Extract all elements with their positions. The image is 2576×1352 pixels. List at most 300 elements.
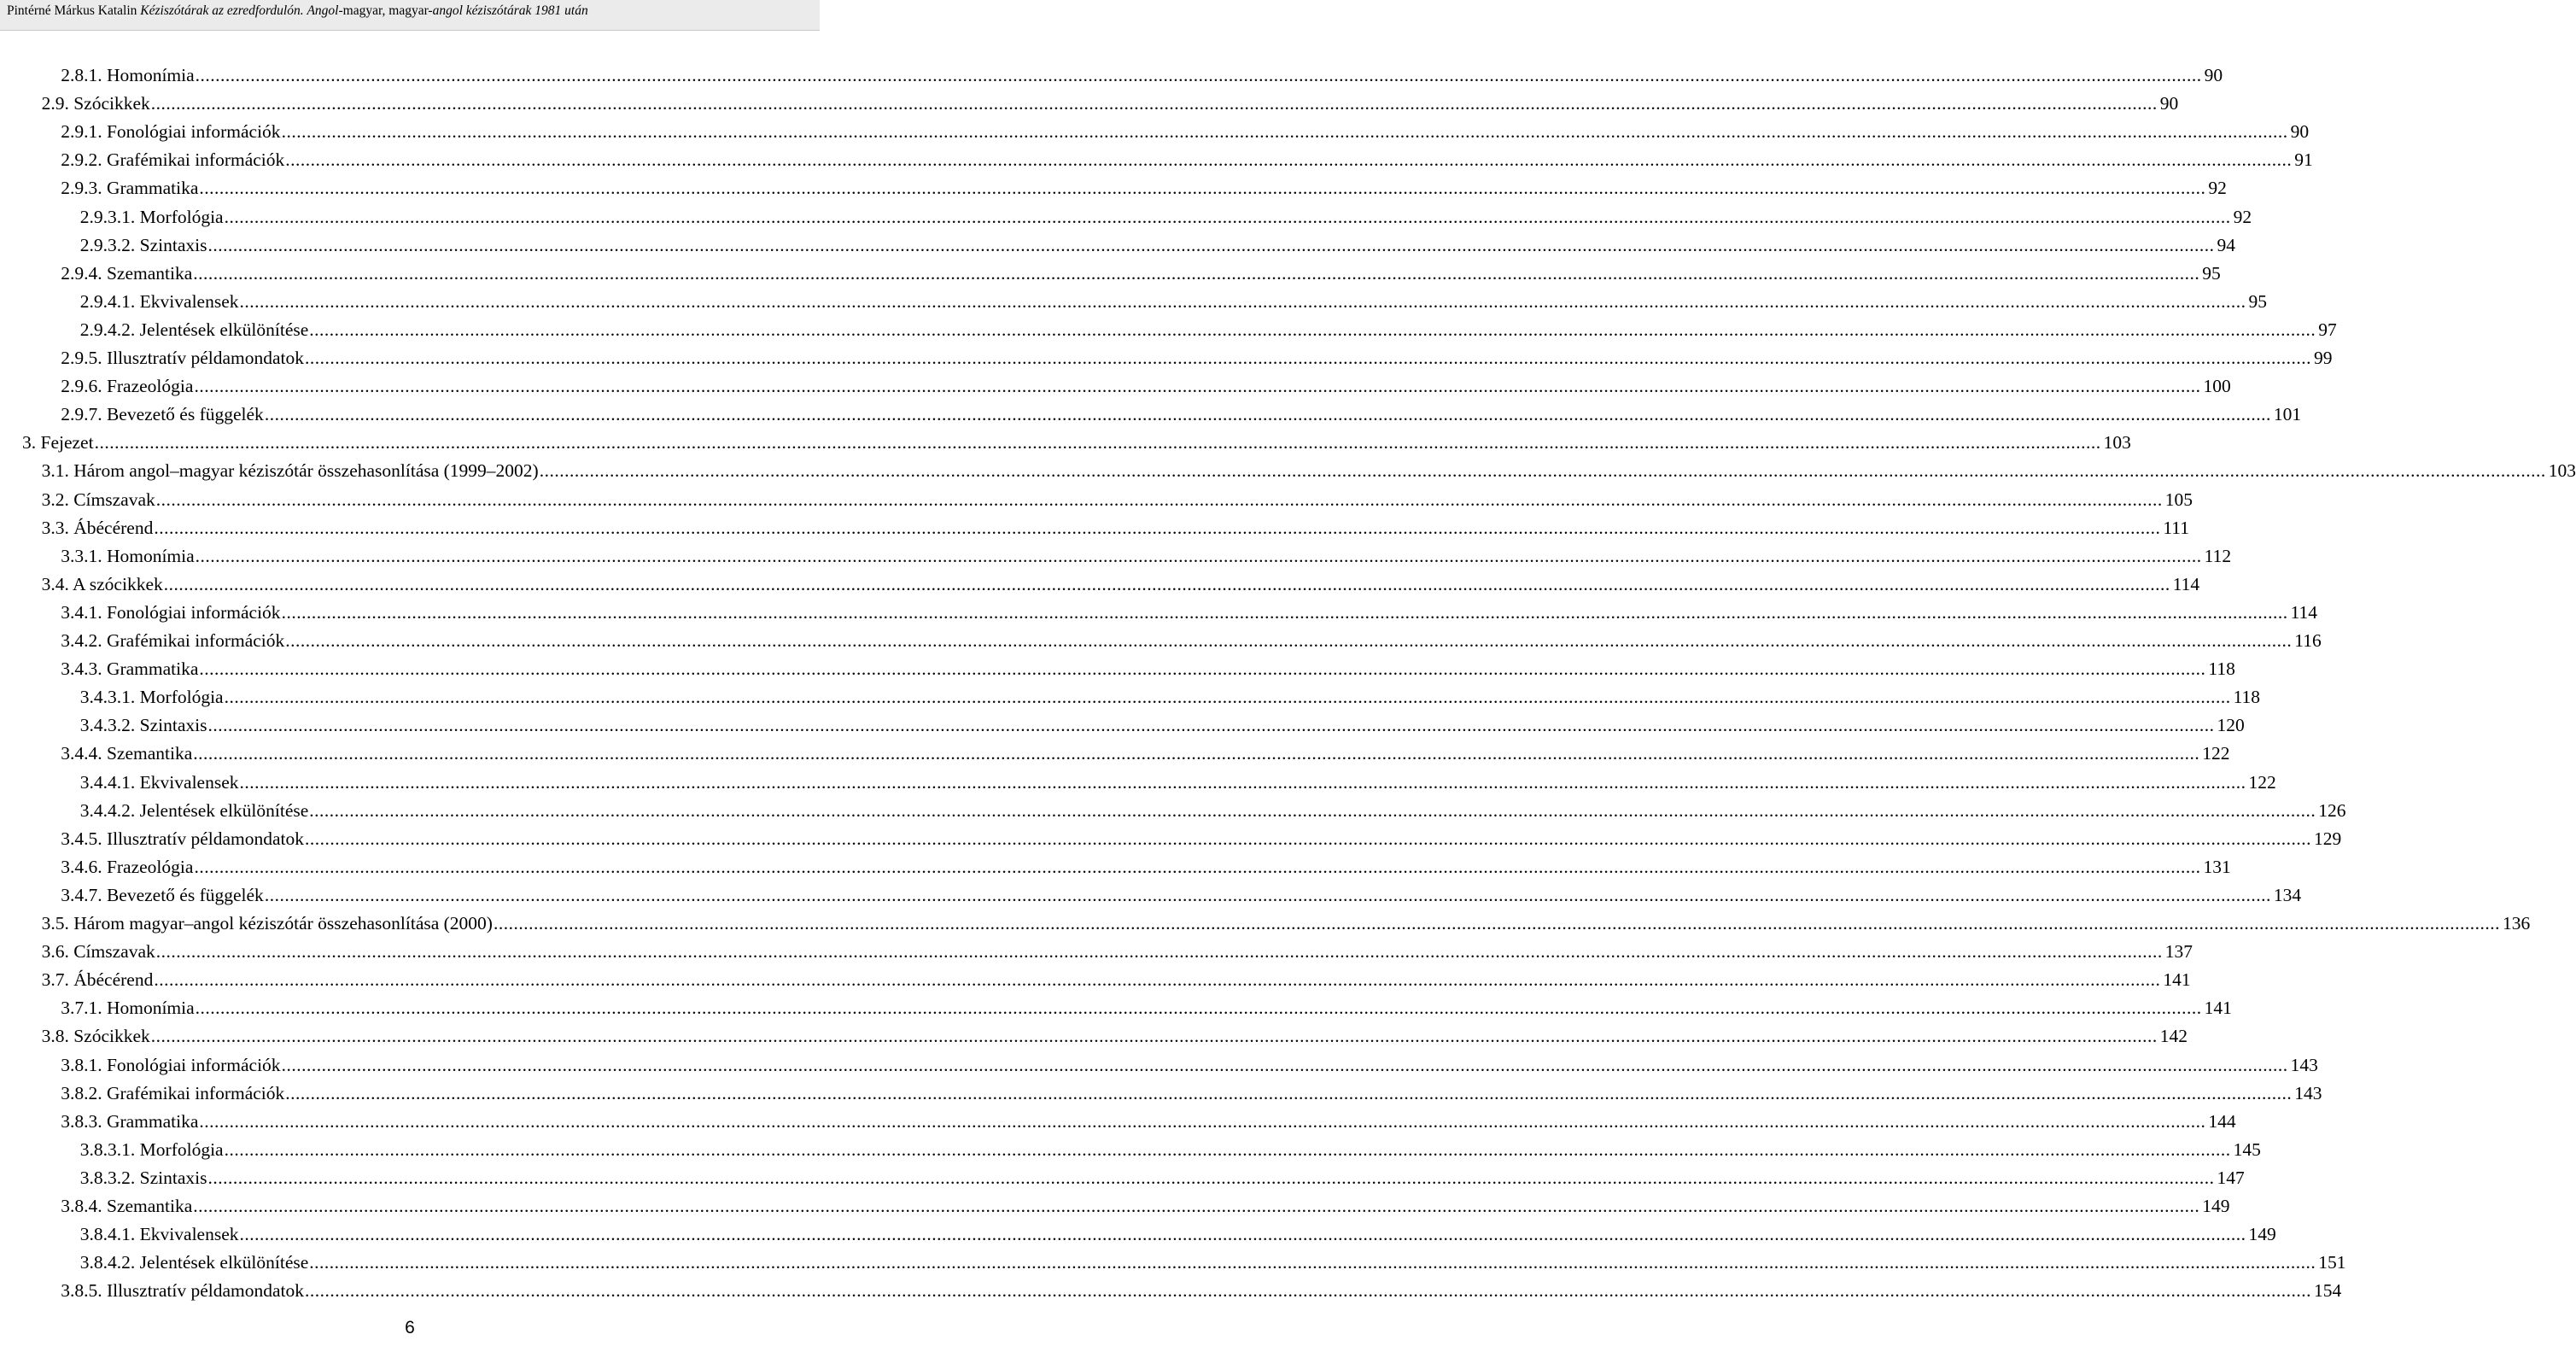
toc-dot-leader: ................................................................................................................................................................................................................................................................................................................................................................................................................ [194,856,2201,877]
toc-entry-page: 144 [2208,1110,2236,1132]
toc-entry[interactable] [41,485,2193,514]
toc-entry-page: 147 [2217,1167,2245,1188]
toc-entry-heading [80,796,309,825]
toc-row [0,231,2236,260]
toc-entry-number: 2.9. [41,93,69,114]
toc-entry[interactable] [61,259,2221,288]
toc-row [0,993,2232,1022]
toc-entry[interactable] [79,1135,2261,1164]
toc-row [0,456,2576,485]
toc-row [0,909,2531,938]
toc-entry-number: 3.8.2. [61,1082,102,1103]
toc-entry-page: 95 [2248,290,2267,312]
toc-entry-heading [61,372,193,401]
toc-dot-leader: ................................................................................................................................................................................................................................................................................................................................................................................................................ [193,262,2200,284]
toc-entry-label: Illusztratív példamondatok [106,348,304,368]
toc-entry-label: Ábécérend [73,969,154,991]
toc-dot-leader: ................................................................................................................................................................................................................................................................................................................................................................................................................ [193,1196,2200,1216]
toc-dot-leader: ................................................................................................................................................................................................................................................................................................................................................................................................................ [224,687,2231,708]
toc-entry-label: Morfológia [139,687,224,708]
toc-entry-heading [61,1107,198,1136]
toc-entry-number: 3.4.2. [61,630,102,651]
toc-entry-number: 2.9.4.2. [79,319,136,340]
toc-entry-label: Szócikkek [73,1026,150,1047]
toc-entry-number: 2.9.1. [61,121,102,143]
toc-entry-page: 131 [2203,856,2231,877]
toc-entry-heading [80,202,224,231]
toc-dot-leader: ................................................................................................................................................................................................................................................................................................................................................................................................................ [239,771,2246,793]
toc-row [0,768,2276,797]
toc-row [0,541,2232,571]
toc-entry-page: 92 [2208,178,2227,199]
toc-entry-page: 103 [2103,432,2131,454]
toc-entry-heading [80,1248,309,1277]
toc-entry[interactable] [61,993,2232,1022]
toc-entry-label: Ekvivalensek [139,1224,239,1245]
toc-entry-label: Fonológiai információk [106,601,281,623]
toc-entry-number: 2.9.4.1. [79,290,136,312]
toc-entry-number: 3.8.3.2. [79,1167,136,1188]
toc-entry[interactable] [61,626,2322,655]
toc-entry-heading [61,739,192,768]
toc-entry-label: Címszavak [73,941,155,963]
toc-dot-leader: ................................................................................................................................................................................................................................................................................................................................................................................................................ [199,1110,2206,1132]
toc-entry-heading [61,654,198,683]
toc-row [0,965,2191,994]
toc-entry[interactable] [79,231,2236,260]
toc-row [0,852,2231,881]
toc-entry-heading [42,485,155,514]
toc-entry-label: Grammatika [106,178,199,199]
toc-dot-leader: ................................................................................................................................................................................................................................................................................................................................................................................................................ [155,941,2163,963]
toc-entry[interactable] [22,428,2131,457]
toc-entry-number: 2.9.3.1. [79,206,136,227]
toc-entry-label: Illusztratív példamondatok [106,828,304,849]
toc-entry[interactable] [41,89,2179,118]
toc-entry-label: Illusztratív példamondatok [106,1280,304,1302]
toc-entry[interactable] [79,1163,2245,1192]
header-title: Kéziszótárak az ezredfordulón. [140,3,304,18]
toc-entry-heading [42,1021,150,1051]
toc-entry-number: 3.4.4.1. [79,771,136,793]
toc-entry[interactable] [61,400,2302,429]
toc-entry-number: 3.4.3.2. [79,715,136,736]
toc-entry-label: Frazeológia [106,376,194,397]
toc-row [0,824,2342,853]
toc-entry-page: 122 [2248,771,2276,793]
toc-entry-page: 142 [2159,1026,2188,1047]
toc-entry-number: 2.9.3.2. [79,234,136,255]
toc-entry-heading [61,541,194,571]
toc-dot-leader: ................................................................................................................................................................................................................................................................................................................................................................................................................ [305,1280,2311,1302]
toc-entry-page: 118 [2208,658,2235,680]
toc-entry-page: 143 [2290,1054,2318,1075]
toc-row [0,485,2193,514]
toc-row [0,1107,2236,1136]
toc-entry[interactable] [79,315,2337,344]
toc-entry-heading [42,909,493,938]
toc-entry-heading [61,173,198,202]
toc-row [0,1163,2245,1192]
toc-entry-heading [80,711,207,740]
toc-entry-number: 3.8.3. [61,1110,102,1132]
toc-entry[interactable] [61,1051,2318,1080]
toc-dot-leader: ................................................................................................................................................................................................................................................................................................................................................................................................................ [154,969,2161,991]
toc-entry[interactable] [79,202,2252,231]
toc-entry-heading [42,456,539,485]
header-title-cont: Angol- [307,3,343,18]
toc-entry-number: 3.4.5. [61,828,102,849]
toc-entry[interactable] [61,739,2230,768]
toc-dot-leader: ................................................................................................................................................................................................................................................................................................................................................................................................................ [150,1026,2158,1047]
toc-entry[interactable] [61,824,2342,853]
toc-entry-number: 3.4.4.2. [79,799,136,821]
toc-dot-leader: ................................................................................................................................................................................................................................................................................................................................................................................................................ [285,149,2293,171]
toc-row [0,1021,2188,1051]
toc-entry-number: 3.8.1. [61,1054,102,1075]
toc-entry-heading [80,1163,207,1192]
toc-entry[interactable] [61,1079,2322,1108]
toc-entry-number: 3.7.1. [61,998,102,1019]
toc-entry-heading [42,965,154,994]
toc-row [0,89,2179,118]
toc-entry-number: 3.3. [41,517,69,538]
toc-entry[interactable] [61,598,2318,627]
toc-entry-page: 101 [2273,404,2302,425]
toc-row [0,1276,2342,1305]
toc-entry-label: Grafémikai információk [106,149,285,171]
toc-entry-heading [80,682,224,711]
toc-entry-page: 94 [2217,234,2236,255]
toc-entry-number: 3.4.1. [61,601,102,623]
toc-entry-page: 90 [2159,93,2179,114]
toc-entry[interactable] [41,965,2191,994]
toc-entry-label: Grammatika [106,1110,199,1132]
toc-entry[interactable] [79,796,2346,825]
toc-entry-heading [80,231,207,260]
toc-entry-page: 99 [2314,348,2333,368]
toc-entry-label: Szemantika [106,743,193,764]
toc-row [0,259,2221,288]
toc-dot-leader: ................................................................................................................................................................................................................................................................................................................................................................................................................ [195,545,2202,566]
header-title-cont3: angol kéziszótárak 1981 után [432,3,588,18]
toc-dot-leader: ................................................................................................................................................................................................................................................................................................................................................................................................................ [281,1054,2288,1075]
toc-entry-heading [42,513,154,542]
toc-entry-heading [61,881,264,910]
toc-entry-page: 149 [2248,1224,2276,1245]
toc-entry-page: 136 [2502,913,2531,934]
header-title-cont2: magyar, magyar- [342,3,433,18]
toc-dot-leader: ................................................................................................................................................................................................................................................................................................................................................................................................................ [207,234,2215,255]
toc-row [0,682,2261,711]
toc-entry-label: Homonímia [106,545,195,566]
toc-entry-page: 137 [2164,941,2193,963]
toc-entry[interactable] [41,570,2200,599]
toc-dot-leader: ................................................................................................................................................................................................................................................................................................................................................................................................................ [194,376,2201,397]
toc-entry-heading [61,343,304,372]
toc-entry-page: 114 [2172,573,2200,594]
toc-entry-label: Frazeológia [106,856,194,877]
toc-dot-leader: ................................................................................................................................................................................................................................................................................................................................................................................................................ [305,828,2311,849]
toc-dot-leader: ................................................................................................................................................................................................................................................................................................................................................................................................................ [94,432,2101,454]
toc-entry-label: Jelentések elkülönítése [139,799,309,821]
toc-row [0,173,2227,202]
toc-entry-number: 3.4.3. [61,658,102,680]
toc-entry-page: 118 [2233,687,2261,708]
toc-row [0,117,2310,146]
toc-entry-label: Szemantika [106,262,193,284]
toc-entry-label: Szintaxis [139,715,207,736]
toc-row [0,372,2231,401]
toc-entry-heading [61,824,304,853]
toc-entry[interactable] [61,852,2231,881]
toc-dot-leader: ................................................................................................................................................................................................................................................................................................................................................................................................................ [195,998,2202,1019]
toc-dot-leader: ................................................................................................................................................................................................................................................................................................................................................................................................................ [539,460,2546,482]
toc-dot-leader: ................................................................................................................................................................................................................................................................................................................................................................................................................ [199,178,2206,199]
toc-entry-label: Fonológiai információk [106,1054,281,1075]
toc-dot-leader: ................................................................................................................................................................................................................................................................................................................................................................................................................ [309,1252,2316,1273]
page-number: 6 [405,1318,415,1337]
toc-entry-label: Címszavak [73,489,155,510]
toc-entry[interactable] [61,372,2231,401]
toc-row [0,513,2189,542]
toc-row [0,400,2302,429]
toc-entry-label: Szócikkek [73,93,150,114]
toc-row [0,61,2223,90]
toc-row [0,1191,2230,1220]
toc-dot-leader: ................................................................................................................................................................................................................................................................................................................................................................................................................ [264,404,2271,425]
toc-entry[interactable] [61,61,2223,90]
toc-entry-label: Szintaxis [139,234,207,255]
toc-dot-leader: ................................................................................................................................................................................................................................................................................................................................................................................................................ [239,290,2246,312]
toc-entry-label: Fonológiai információk [106,121,281,143]
toc-entry-heading [61,400,264,429]
toc-entry-page: 149 [2202,1196,2230,1216]
toc-entry-heading [61,598,280,627]
toc-entry[interactable] [61,145,2313,174]
toc-row [0,598,2318,627]
toc-dot-leader: ................................................................................................................................................................................................................................................................................................................................................................................................................ [239,1224,2246,1245]
toc-row [0,428,2131,457]
toc-entry-page: 129 [2314,828,2342,849]
toc-entry-label: Grafémikai információk [106,630,285,651]
toc-entry-label: Homonímia [106,998,195,1019]
toc-dot-leader: ................................................................................................................................................................................................................................................................................................................................................................................................................ [309,319,2316,340]
toc-entry[interactable] [41,909,2531,938]
toc-dot-leader: ................................................................................................................................................................................................................................................................................................................................................................................................................ [195,65,2202,85]
toc-entry[interactable] [61,343,2333,372]
toc-entry[interactable] [61,117,2310,146]
toc-entry-number: 3.8.4. [61,1196,102,1216]
toc-entry-heading [80,1135,224,1164]
header-author: Pintérné Márkus Katalin [7,3,137,18]
toc-entry-page: 122 [2202,743,2230,764]
toc-row [0,202,2252,231]
toc-entry[interactable] [79,1248,2346,1277]
toc-entry-label: Grafémikai információk [106,1082,285,1103]
toc-entry-heading [61,259,192,288]
toc-entry-heading [61,1276,304,1305]
toc-entry-number: 3.4. [41,573,69,594]
toc-entry-page: 116 [2294,630,2322,651]
toc-entry-page: 90 [2290,121,2310,143]
toc-entry-number: 3.5. [41,913,69,934]
toc-entry-number: 2.9.7. [61,404,102,425]
toc-entry-page: 134 [2273,884,2302,905]
toc-entry-page: 120 [2217,715,2245,736]
toc-entry[interactable] [41,456,2576,485]
toc-row [0,1079,2322,1108]
toc-dot-leader: ................................................................................................................................................................................................................................................................................................................................................................................................................ [285,630,2293,651]
toc-entry[interactable] [79,287,2267,316]
toc-row [0,287,2267,316]
toc-entry-heading [80,315,309,344]
toc-entry-number: 3.1. [41,460,69,482]
running-header [0,0,820,31]
toc-entry-page: 143 [2294,1082,2322,1103]
toc-entry-page: 141 [2204,998,2232,1019]
toc-entry-number: 2.9.6. [61,376,102,397]
toc-entry-heading [42,570,163,599]
toc-entry-heading [61,626,284,655]
toc-entry-page: 111 [2163,517,2189,538]
toc-entry[interactable] [61,541,2232,571]
toc-entry-number: 3.4.4. [61,743,102,764]
toc-row [0,343,2333,372]
toc-dot-leader: ................................................................................................................................................................................................................................................................................................................................................................................................................ [493,913,2500,934]
toc-entry[interactable] [61,881,2302,910]
toc-entry-heading [61,61,194,90]
toc-row [0,1248,2346,1277]
toc-entry[interactable] [61,1276,2342,1305]
toc-entry-number: 3.4.3.1. [79,687,136,708]
toc-entry[interactable] [79,711,2245,740]
toc-entry-number: 2.9.5. [61,348,102,368]
toc-entry-label: A szócikkek [73,573,163,594]
toc-entry-page: 92 [2233,206,2252,227]
toc-dot-leader: ................................................................................................................................................................................................................................................................................................................................................................................................................ [155,489,2163,510]
toc-entry-label: Bevezető és függelék [106,404,264,425]
toc-row [0,626,2322,655]
toc-entry-label: Fejezet [40,432,94,454]
toc-entry-number: 3.8. [41,1026,69,1047]
toc-entry-number: 3.3.1. [61,545,102,566]
toc-entry-heading [61,1079,284,1108]
toc-entry-heading [80,768,239,797]
toc-entry-heading [61,993,194,1022]
toc-entry[interactable] [61,1191,2230,1220]
toc-entry-label: Ábécérend [73,517,154,538]
toc-entry-heading [42,89,150,118]
toc-entry[interactable] [41,1021,2188,1051]
toc-entry-page: 97 [2318,319,2337,340]
toc-entry-label: Grammatika [106,658,199,680]
toc-entry[interactable] [79,1220,2276,1249]
toc-entry-number: 3. [22,432,37,454]
toc-entry-label: Morfológia [139,1138,224,1160]
toc-entry-page: 141 [2163,969,2191,991]
toc-dot-leader: ................................................................................................................................................................................................................................................................................................................................................................................................................ [264,884,2271,905]
toc-entry-label: Jelentések elkülönítése [139,1252,309,1273]
toc-entry-label: Szemantika [106,1196,193,1216]
toc-entry-label: Bevezető és függelék [106,884,264,905]
toc-entry-heading [61,145,284,174]
toc-entry-page: 154 [2314,1280,2342,1302]
toc-entry-page: 91 [2294,149,2313,171]
toc-entry-page: 105 [2164,489,2193,510]
toc-entry-number: 3.8.5. [61,1280,102,1302]
toc-row [0,315,2337,344]
toc-row [0,1135,2261,1164]
toc-entry-heading [80,1220,239,1249]
toc-row [0,654,2235,683]
toc-dot-leader: ................................................................................................................................................................................................................................................................................................................................................................................................................ [154,517,2161,538]
toc-dot-leader: ................................................................................................................................................................................................................................................................................................................................................................................................................ [207,1167,2215,1188]
toc-dot-leader: ................................................................................................................................................................................................................................................................................................................................................................................................................ [224,1138,2231,1160]
toc-entry[interactable] [41,513,2189,542]
toc-row [0,937,2193,966]
toc-row [0,711,2245,740]
toc-entry-number: 3.4.6. [61,856,102,877]
toc-dot-leader: ................................................................................................................................................................................................................................................................................................................................................................................................................ [193,743,2200,764]
toc-entry-label: Ekvivalensek [139,771,239,793]
toc-entry-number: 2.9.3. [61,178,102,199]
toc-dot-leader: ................................................................................................................................................................................................................................................................................................................................................................................................................ [281,121,2288,143]
toc-dot-leader: ................................................................................................................................................................................................................................................................................................................................................................................................................ [309,799,2316,821]
toc-entry[interactable] [41,937,2193,966]
toc-entry[interactable] [79,682,2261,711]
toc-entry-number: 3.4.7. [61,884,102,905]
toc-entry-heading [61,1051,280,1080]
toc-dot-leader: ................................................................................................................................................................................................................................................................................................................................................................................................................ [199,658,2206,680]
toc-entry-page: 100 [2203,376,2231,397]
toc-entry-number: 3.8.3.1. [79,1138,136,1160]
toc-entry-heading [61,1191,192,1220]
toc-entry-heading [22,428,94,457]
toc-entry-page: 90 [2204,65,2223,85]
toc-entry-page: 151 [2318,1252,2346,1273]
toc-entry[interactable] [61,654,2235,683]
toc-dot-leader: ................................................................................................................................................................................................................................................................................................................................................................................................................ [285,1082,2293,1103]
toc-entry-label: Ekvivalensek [139,290,239,312]
toc-entry-number: 3.7. [41,969,69,991]
toc-entry-number: 3.8.4.1. [79,1224,136,1245]
toc-entry-label: Morfológia [139,206,224,227]
toc-row [0,145,2313,174]
toc-row [0,796,2346,825]
toc-row [0,1051,2318,1080]
toc-entry-page: 103 [2548,460,2576,482]
toc-dot-leader: ................................................................................................................................................................................................................................................................................................................................................................................................................ [281,601,2288,623]
toc-row [0,570,2200,599]
toc-entry-label: Jelentések elkülönítése [139,319,309,340]
toc-dot-leader: ................................................................................................................................................................................................................................................................................................................................................................................................................ [207,715,2215,736]
toc-dot-leader: ................................................................................................................................................................................................................................................................................................................................................................................................................ [224,206,2231,227]
toc-entry[interactable] [61,1107,2236,1136]
toc-entry-page: 114 [2290,601,2318,623]
toc-entry-label: Homonímia [106,65,195,85]
toc-entry-label: Három angol–magyar kéziszótár összehasonlítása (1999–2002) [73,460,539,482]
toc-entry[interactable] [79,768,2276,797]
toc-entry[interactable] [61,173,2227,202]
toc-dot-leader: ................................................................................................................................................................................................................................................................................................................................................................................................................ [163,573,2170,594]
toc-entry-number: 2.9.4. [61,262,102,284]
toc-entry-label: Szintaxis [139,1167,207,1188]
toc-entry-number: 2.9.2. [61,149,102,171]
toc-entry-heading [42,937,155,966]
toc-entry-page: 126 [2318,799,2346,821]
toc-entry-heading [61,852,193,881]
